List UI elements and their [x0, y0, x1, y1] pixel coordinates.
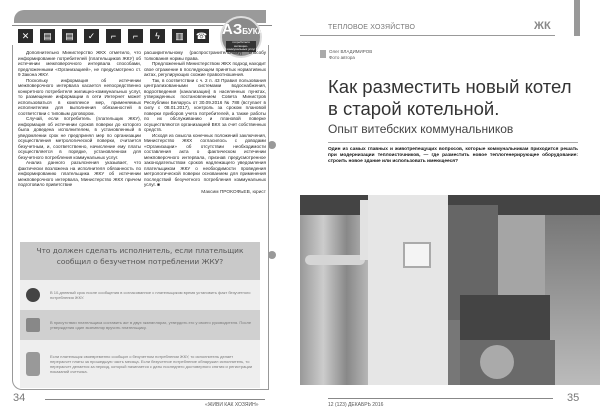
- page-number: 34: [13, 392, 26, 404]
- paragraph: Предложенный Министерством ЖКХ подход находит свое отражение в последующем принятых нормативных актах, регулирующих схожие правоотношения.: [144, 61, 266, 77]
- author: Олег ВЛАДИМИРОВ: [329, 49, 373, 54]
- text-column-1: [18, 50, 141, 188]
- footer-line: [45, 399, 265, 400]
- article-subtitle: Опыт витебских коммунальников: [328, 122, 514, 136]
- magazine-logo: ЖК: [534, 20, 551, 32]
- paragraph: Поскольку информация об истечении межповерочного интервала касается непосредственно конкретного потребителя жилищно-коммунальных услуг, то размещение информации в сети Интернет может использоваться в комплексе мер, применяемых исполнителем для выполнения обязанностей в соответствии с типовым договором.: [18, 77, 141, 116]
- infobox-step: [20, 340, 260, 388]
- decor-bar: [574, 0, 580, 36]
- meter-icon: ▤: [62, 29, 77, 43]
- page-number: 35: [567, 392, 580, 404]
- infobox-title: Что должен сделать исполнитель, если плательщик сообщил о безучетном потреблении ЖКУ?: [20, 242, 260, 280]
- article-title: Как разместить новый котел в старой котельной.: [328, 76, 572, 119]
- decor-dot: [268, 251, 276, 259]
- boiler-room-photo: [300, 195, 600, 385]
- signature: Максим ПРОКОФЬЕВ, юрист: [201, 189, 266, 195]
- article-header: [328, 76, 583, 165]
- divider: [328, 142, 578, 143]
- decor-dot: [268, 141, 276, 149]
- paragraph: Дополнительно Министерство ЖКХ отметило, что информирование потребителей (плательщиков ЖКУ) об истечении межповерочного интервала способами, предложенными «Организацией», не предусмотрено ст. 9 Закона ЖКУ.: [18, 50, 141, 77]
- document-icon: [26, 318, 40, 332]
- paragraph: расширительному (распространительному) способу толкования нормы права.: [144, 50, 266, 61]
- meter-icon: ▤: [40, 29, 55, 43]
- photo-credit: Фото автора: [329, 55, 355, 60]
- footer-title: «ЖИВИ КАК ХОЗЯИН»: [205, 402, 259, 408]
- faucet-icon: ⌐: [128, 29, 143, 43]
- tools-icon: ✕: [18, 29, 33, 43]
- step-text: В присутствии плательщика составить акт в двух экземплярах, утвердить его у своего руководителя. После утверждения один экземпляр вручить плательщику.: [50, 319, 252, 330]
- infobox-step: [20, 310, 260, 340]
- paragraph: Так, в соответствии с ч. 2 п. 43 Правил пользования централизованными системами водоснабжения, водоотведения (канализации) в населенных пунктах, утвержденных постановлением Совета Министров Республики Беларусь от 30.09.2016 № 788 (вступает в силу с 08.01.2017), контроль за сроком плановой поверки приборов учета потребителей, а также работы по их обслуживанию и плановой поверке осуществляются организацией ВКХ за счет собственных средств.: [144, 77, 266, 132]
- issue-date: 12 (123) ДЕКАБРЬ 2016: [328, 402, 384, 408]
- window-icon: ▥: [172, 29, 187, 43]
- section-icons: [18, 29, 209, 43]
- checklist-icon: ✓: [84, 29, 99, 43]
- electric-meter-icon: ϟ: [150, 29, 165, 43]
- paragraph: Анализ данного разъяснения указывает, что фактически возложена на исполнителя обязанность по информированию плательщика ЖКУ об истечении межповерочного интервала, Министерство ЖКХ причем подготовило приветствие: [18, 160, 141, 187]
- faucet-icon: ⌐: [106, 29, 121, 43]
- step-text: Если плательщик своевременно сообщил о безучетном потреблении ЖКУ, то исполнитель делает перерасчет платы за прошедшую часть месяца. Если безучетное потребление обнаружил исполнитель, то перерасчет делается за период, который начинается с даты последнего достоверного снятия и регистрации показаний счетчика.: [50, 353, 253, 375]
- paragraph: Исходя из смысла конечных положений заключения, Министерство ЖКХ согласилось с доводами «Организации» об отсутствии необходимости составления акта о фактическом истечении межповерочного интервала, признав предусмотренное законодательством сроков надлежащего уведомления плательщиком ЖКУ о необходимости проведения метрологической поверки основанием для применения последствий безучетного потребления коммунальных услуг. ■: [144, 132, 266, 187]
- lead-paragraph: Один из самых главных и животрепещущих вопросов, которые коммунальникам приходится решать при модернизации теплоисточников, — где разместить новое теплогенерирующее оборудование: строить новое здание или использовать имеющееся?: [328, 147, 578, 164]
- rubric: ТЕПЛОВОЕ ХОЗЯЙСТВО: [328, 24, 416, 31]
- clock-icon: [26, 288, 40, 302]
- coins-icon: [26, 352, 40, 376]
- infobox: [20, 242, 260, 388]
- byline: [320, 49, 372, 61]
- paragraph: Случай, если потребитель (плательщик ЖКУ), информация об истечении сроков поверки до которого была доведена исполнителем, в установленный в уведомлении срок не предпринял мер по организации осуществления метрологической поверки, считается безучетным, и, соответственно, начисление ему платы осуществляется в порядке, установленном для безучетного потребления коммунальных услуг.: [18, 116, 141, 160]
- phone-icon: ☎: [195, 31, 208, 41]
- divider: [300, 35, 555, 36]
- text-column-2: [144, 50, 266, 196]
- footer-line: [328, 398, 553, 399]
- step-text: В 10-дневный срок после сообщения в согласованное с плательщиком время установить факт безучетного потребления ЖКУ.: [50, 289, 251, 300]
- infobox-step: [20, 280, 260, 310]
- azbuka-logo: АЗБУКА потребителя жилищно-коммунальных услуг: [220, 16, 262, 58]
